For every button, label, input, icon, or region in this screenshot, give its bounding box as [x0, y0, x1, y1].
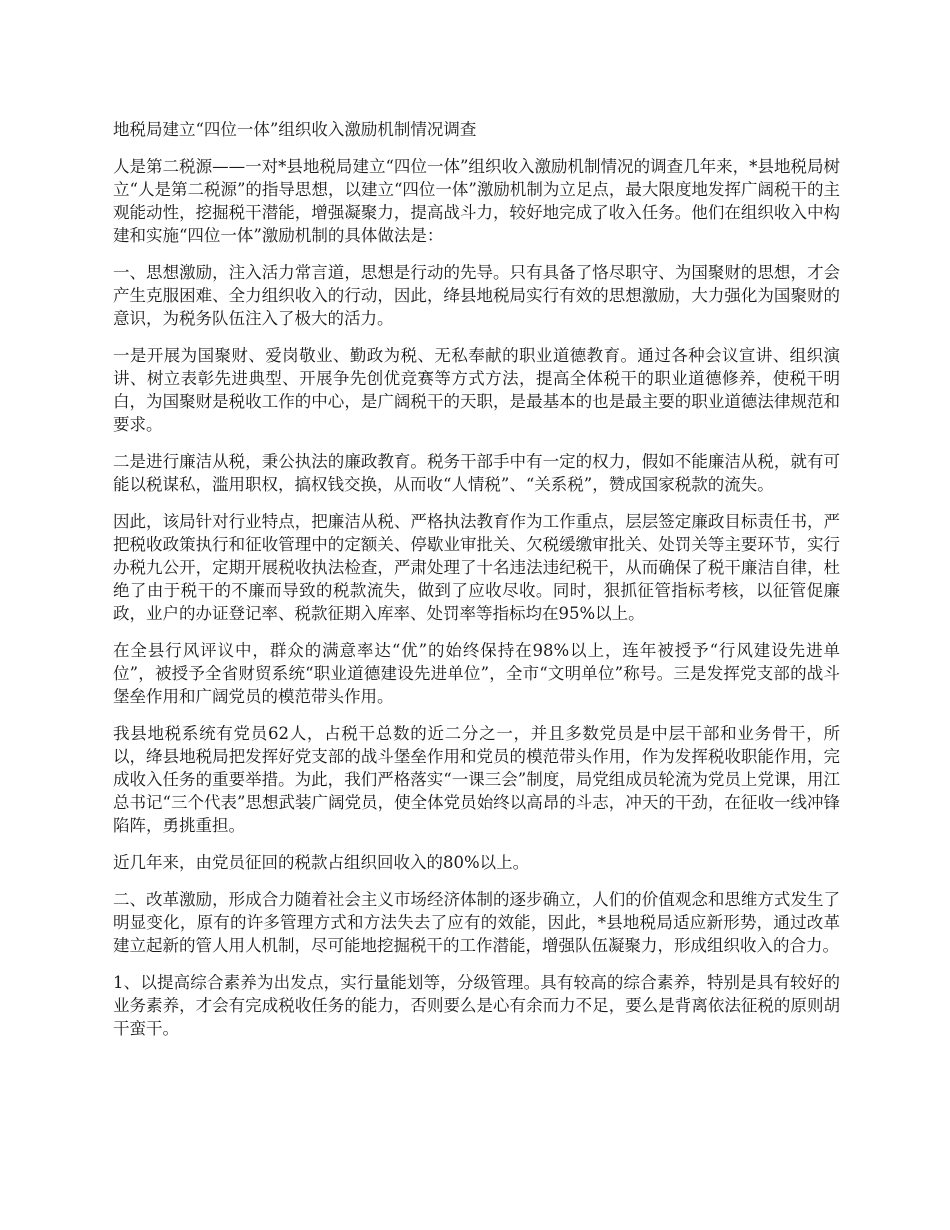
paragraph-ethics-education: 一是开展为国聚财、爱岗敬业、勤政为税、无私奉献的职业道德教育。通过各种会议宣讲、组织演讲、树立表彰先进典型、开展争先创优竞赛等方式方法，提高全体税干的职业道德修养，使税干明白，为国聚财是税收工作的中心，是广阔税干的天职，是最基本的也是最主要的职业道德法律规范和要求。	[113, 346, 840, 434]
paragraph-party-members: 我县地税系统有党员62人，占税干总数的近二分之一，并且多数党员是中层干部和业务骨干，所以，绛县地税局把发挥好党支部的战斗堡垒作用和党员的模范带头作用，作为发挥税收职能作用，完成收入任务的重要举措。为此，我们严格落实“一课三会”制度，局党组成员轮流为党员上党课，用江总书记“三个代表”思想武装广阔党员，使全体党员始终以高昂的斗志，冲天的干劲，在征收一线冲锋陷阵，勇挑重担。	[113, 724, 840, 835]
paragraph-public-evaluation: 在全县行风评议中，群众的满意率达“优”的始终保持在98%以上，连年被授予“行风建设先进单位”，被授予全省财贸系统“职业道德建设先进单位”，全市“文明单位”称号。三是发挥党支部的战斗堡垒作用和广阔党员的模范带头作用。	[113, 641, 840, 706]
paragraph-quality-management: 1、以提高综合素养为出发点，实行量能划等，分级管理。具有较高的综合素养，特别是具有较好的业务素养，才会有完成税收任务的能力，否则要么是心有余而力不足，要么是背离依法征税的原则胡干蛮干。	[113, 973, 840, 1038]
paragraph-reform-incentive: 二、改革激励，形成合力随着社会主义市场经济体制的逐步确立，人们的价值观念和思维方式发生了明显变化，原有的许多管理方式和方法失去了应有的效能，因此，*县地税局适应新形势，通过改革建立起新的管人用人机制，尽可能地挖掘税干的工作潜能，增强队伍凝聚力，形成组织收入的合力。	[113, 890, 840, 955]
paragraph-party-revenue: 近几年来，由党员征回的税款占组织回收入的80%以上。	[113, 853, 530, 872]
document-title: 地税局建立“四位一体”组织收入激励机制情况调查	[113, 120, 477, 139]
paragraph-intro: 人是第二税源——一对*县地税局建立“四位一体”组织收入激励机制情况的调查几年来，*县地税局树立“人是第二税源”的指导思想，以建立“四位一体”激励机制为立足点，最大限度地发挥广阔税干的主观能动性，挖掘税干潜能，增强凝聚力，提高战斗力，较好地完成了收入任务。他们在组织收入中构建和实施“四位一体”激励机制的具体做法是：	[113, 157, 840, 245]
document-page	[113, 118, 840, 1054]
paragraph-integrity-education: 二是进行廉洁从税，秉公执法的廉政教育。税务干部手中有一定的权力，假如不能廉洁从税，就有可能以税谋私，滥用职权，搞权钱交换，从而收“人情税”、“关系税”，赞成国家税款的流失。	[113, 452, 840, 494]
paragraph-thought-incentive: 一、思想激励，注入活力常言道，思想是行动的先导。只有具备了恪尽职守、为国聚财的思想，才会产生克服困难、全力组织收入的行动，因此，绛县地税局实行有效的思想激励，大力强化为国聚财的意识，为税务队伍注入了极大的活力。	[113, 263, 840, 328]
paragraph-integrity-measures: 因此，该局针对行业特点，把廉洁从税、严格执法教育作为工作重点，层层签定廉政目标责任书，严把税收政策执行和征收管理中的定额关、停歇业审批关、欠税缓缴审批关、处罚关等主要环节，实行办税九公开，定期开展税收执法检查，严肃处理了十名违法违纪税干，从而确保了税干廉洁自律，杜绝了由于税干的不廉而导致的税款流失，做到了应收尽收。同时，狠抓征管指标考核，以征管促廉政，业户的办证登记率、税款征期入库率、处罚率等指标均在95%以上。	[113, 512, 840, 623]
